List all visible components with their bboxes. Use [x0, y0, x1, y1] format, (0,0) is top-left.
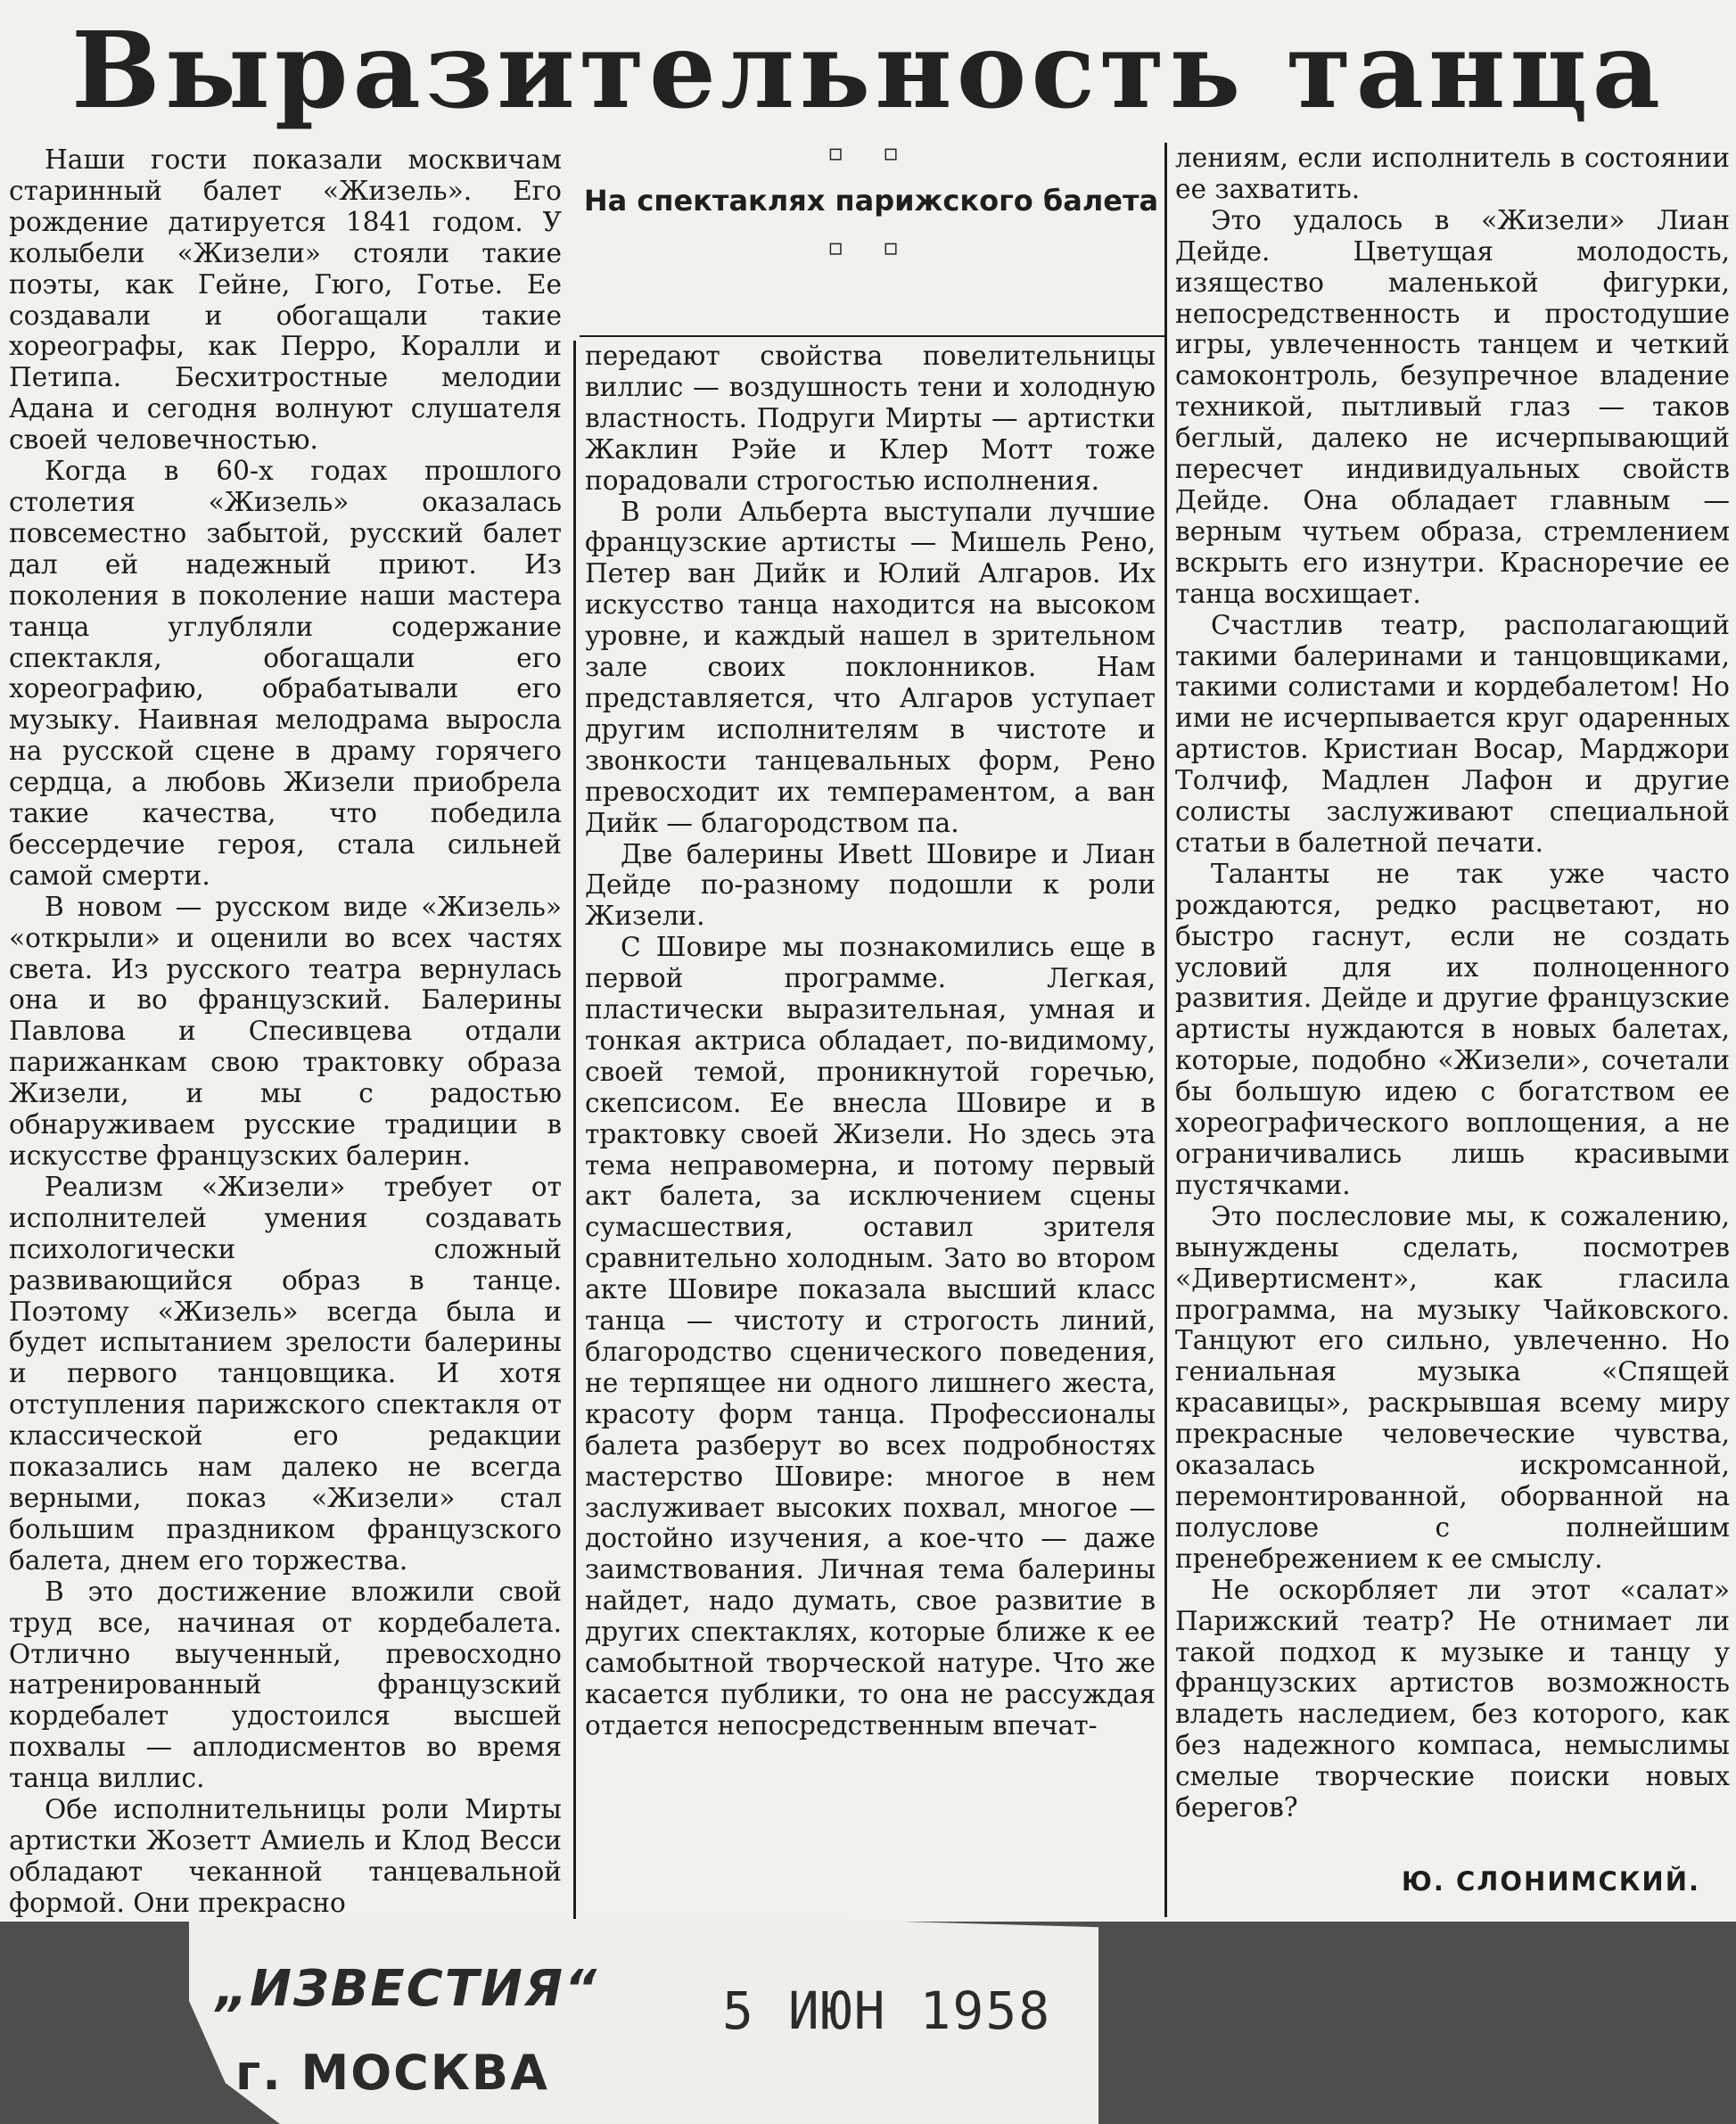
paragraph: В новом — русском виде «Жизель» «открыли» и оценили во всех частях света. Из русского театра вернулась она и во французский. Балерины Павлова и Спесивцева отдали парижанкам свою трактовку образа Жизели, и мы с радостью обнаруживаем русские традиции в искусстве французских балерин.: [9, 891, 562, 1171]
paragraph: передают свойства повелительницы виллис — воздушность тени и холодную властность. Подруги Мирты — артистки Жаклин Рэйе и Клер Мотт тоже порадовали строгостью исполнения.: [585, 341, 1156, 496]
headline: Выразительность танца: [70, 8, 1666, 132]
paragraph: Это удалось в «Жизели» Лиан Дейде. Цветущая молодость, изящество маленькой фигурки, непосредственность и простодушие игры, увлеченность танцем и четкий самоконтроль, безупречное владение техникой, пытливый глаз — таков беглый, далеко не исчерпывающий пересчет индивидуальных свойств Дейде. Она обладает главным — верным чутьем образа, стремлением вскрыть его изнутри. Красноречие ее танца восхищает.: [1175, 204, 1730, 609]
subhead-title: На спектаклях парижского балета: [583, 184, 1159, 218]
paragraph: Счастлив театр, располагающий такими балеринами и танцовщиками, такими солистами и кордебалетом! Но ими не исчерпывается круг одаренных артистов. Кристиан Восар, Марджори Толчиф, Мадлен Лафон и другие солисты заслуживают специальной статьи в балетной печати.: [1175, 609, 1730, 858]
newspaper-name-stamp: „ИЗВЕСТИЯ“: [216, 1960, 599, 2018]
paragraph: Реализм «Жизели» требует от исполнителей умения создавать психологически сложный развивающийся образ в танце. Поэтому «Жизель» всегда была и будет испытанием зрелости балерины и первого танцовщика. И хотя отступления парижского спектакля от классической его редакции показались нам далеко не всегда верными, показ «Жизели» стал большим праздником французского балета, днем его торжества.: [9, 1171, 562, 1576]
ornament-top: ▫ ▫: [827, 140, 915, 167]
paragraph: Обе исполнительницы роли Мирты артистки Жозетт Амиель и Клод Весси обладают чеканной танцевальной формой. Они прекрасно: [9, 1794, 562, 1918]
ornament-bottom: ▫ ▫: [827, 235, 915, 261]
subhead-block: [581, 136, 1161, 341]
date-stamp: 5 ИЮН 1958: [722, 1980, 1052, 2041]
paragraph: С Шовире мы познакомились еще в первой программе. Легкая, пластически выразительная, умная и тонкая актриса обладает, по-видимому, своей темой, проникнутой горечью, скепсисом. Ее внесла Шовире и в трактовку своей Жизели. Но здесь эта тема неправомерна, и потому первый акт балета, за исключением сцены сумасшествия, оставил зрителя сравнительно холодным. Зато во втором акте Шовире показала высший класс танца — чистоту и строгость линий, благородство сценического поведения, не терпящее ни одного лишнего жеста, красоту форм танца. Профессионалы балета разберут во всех подробностях мастерство Шовире: многое в нем заслуживает высоких похвал, многое — достойно изучения, а кое-что — даже заимствования. Личная тема балерины найдет, надо думать, свое развитие в других спектаклях, которые ближе к ее самобытной творческой натуре. Что же касается публики, то она не рассуждая отдается непосредственным впечат-: [585, 932, 1156, 1741]
column-rule-1: [573, 341, 576, 1919]
subhead-rule: [580, 335, 1164, 337]
clipping-label: [189, 1920, 1090, 2124]
paragraph: Когда в 60-х годах прошлого столетия «Жизель» оказалась повсеместно забытой, русский балет дал ей надежный приют. Из поколения в поколение наши мастера танца углубляли содержание спектакля, обогащали его хореографию, обрабатывали его музыку. Наивная мелодрама выросла на русской сцене в драму горячего сердца, а любовь Жизели приобрела такие качества, что победила бессердечие героя, стала сильней самой смерти.: [9, 456, 562, 891]
column-1: [9, 144, 562, 1919]
city-stamp: г. МОСКВА: [235, 2045, 549, 2101]
paragraph: Это послесловие мы, к сожалению, вынуждены сделать, посмотрев «Дивертисмент», как гласила программа, на музыку Чайковского. Танцуют его сильно, увлеченно. Но гениальная музыка «Спящей красавицы», раскрывшая всему миру прекрасные человеческие чувства, оказалась искромсанной, перемонтированной, оборванной на полуслове с полнейшим пренебрежением к ее смыслу.: [1175, 1200, 1730, 1574]
paragraph: В это достижение вложили свой труд все, начиная от кордебалета. Отлично выученный, превосходно натренированный французский кордебалет удостоился высшей похвалы — аплодисментов во время танца виллис.: [9, 1576, 562, 1794]
paragraph: В роли Альберта выступали лучшие французские артисты — Мишель Рено, Петер ван Дийк и Юлий Алгаров. Их искусство танца находится на высоком уровне, и каждый нашел в зрительном зале своих поклонников. Нам представляется, что Алгаров уступает другим исполнителям в чистоте и звонкости танцевальных форм, Рено превосходит их темпераментом, а ван Дийк — благородством па.: [585, 496, 1156, 838]
author-signature: Ю. СЛОНИМСКИЙ.: [1401, 1866, 1700, 1897]
paragraph: Не оскорбляет ли этот «салат» Парижский театр? Не отнимает ли такой подход к музыке и танцу у французских артистов возможность владеть наследием, без которого, как без надежного компаса, немыслимы смелые творческие поиски новых берегов?: [1175, 1574, 1730, 1824]
column-rule-2: [1164, 143, 1167, 1917]
paragraph: лениям, если исполнитель в состоянии ее захватить.: [1175, 143, 1730, 204]
column-2: [585, 341, 1156, 1741]
column-3: [1175, 143, 1730, 1824]
paragraph: Две балерины Ивett Шовире и Лиан Дейде по-разному подошли к роли Жизели.: [585, 838, 1156, 932]
paragraph: Наши гости показали москвичам старинный балет «Жизель». Его рождение датируется 1841 годом. У колыбели «Жизели» стояли такие поэты, как Гейне, Гюго, Готье. Ее создавали и обогащали такие хореографы, как Перро, Коралли и Петипа. Бесхитростные мелодии Адана и сегодня волнуют слушателя своей человечностью.: [9, 144, 562, 456]
paragraph: Таланты не так уже часто рождаются, редко расцветают, но быстро гаснут, если не создать условий для их полноценного развития. Дейде и другие французские артисты нуждаются в новых балетах, которые, подобно «Жизели», сочетали бы большую идею с богатством ее хореографического воплощения, а не ограничивались лишь красивыми пустячками.: [1175, 858, 1730, 1200]
